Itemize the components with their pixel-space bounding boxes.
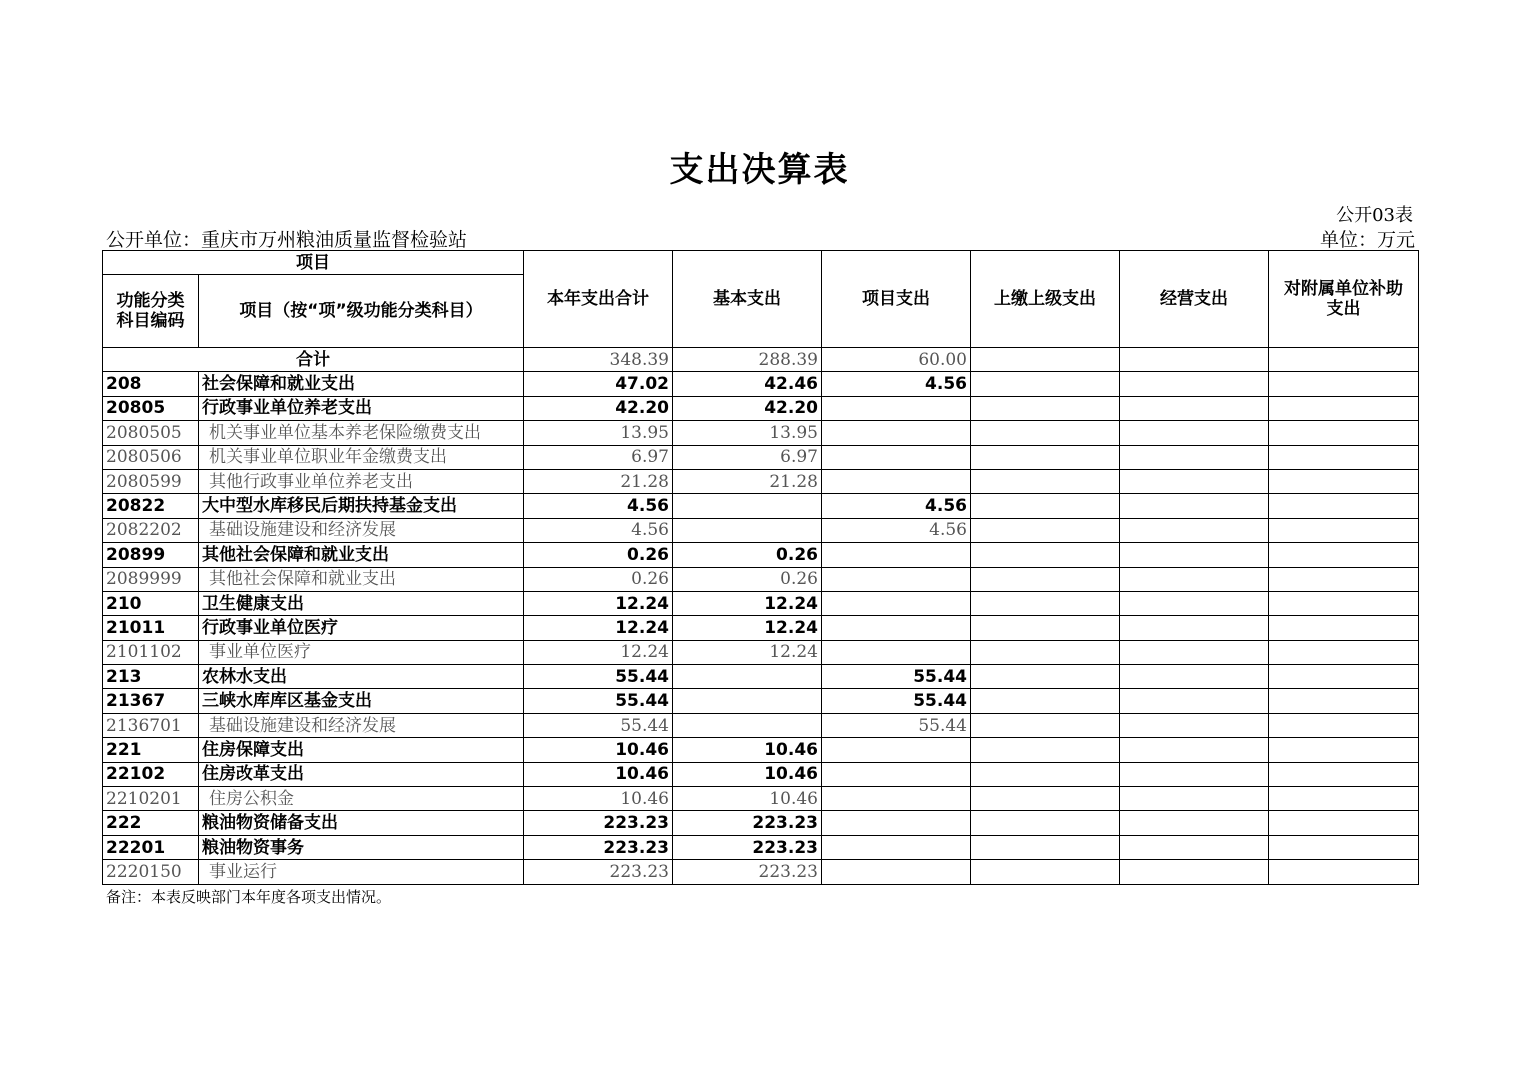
table-row: [103, 640, 1419, 664]
total-cell: 55.44: [524, 713, 673, 737]
subsidiary-cell: [1269, 713, 1419, 737]
subsidiary-cell: [1269, 835, 1419, 859]
reporting-unit: 公开单位：重庆市万州粮油质量监督检验站: [106, 229, 468, 251]
code-cell: 2080506: [103, 445, 199, 469]
basic-cell: 6.97: [673, 445, 822, 469]
code-cell: 2089999: [103, 567, 199, 591]
header-upper: 上缴上级支出: [971, 251, 1120, 348]
total-cell: 21.28: [524, 469, 673, 493]
code-cell: 210: [103, 591, 199, 615]
table-row: [103, 738, 1419, 762]
project-cell: [822, 640, 971, 664]
code-cell: 21367: [103, 689, 199, 713]
business-cell: [1120, 421, 1269, 445]
total-cell: 10.46: [524, 762, 673, 786]
total-total: 348.39: [524, 348, 673, 372]
project-cell: [822, 543, 971, 567]
project-cell: [822, 469, 971, 493]
subsidiary-cell: [1269, 738, 1419, 762]
code-cell: 213: [103, 665, 199, 689]
basic-cell: 12.24: [673, 616, 822, 640]
business-cell: [1120, 543, 1269, 567]
total-upper: [971, 348, 1120, 372]
basic-cell: 10.46: [673, 762, 822, 786]
total-cell: 4.56: [524, 494, 673, 518]
name-cell: 基础设施建设和经济发展: [199, 518, 524, 542]
subsidiary-cell: [1269, 616, 1419, 640]
total-cell: 47.02: [524, 372, 673, 396]
name-cell: 社会保障和就业支出: [199, 372, 524, 396]
project-cell: [822, 835, 971, 859]
form-number: 公开03表: [1336, 205, 1413, 226]
subsidiary-cell: [1269, 811, 1419, 835]
subsidiary-cell: [1269, 860, 1419, 884]
name-cell: 事业运行: [199, 860, 524, 884]
project-cell: [822, 421, 971, 445]
code-cell: 20822: [103, 494, 199, 518]
subsidiary-cell: [1269, 665, 1419, 689]
upper-cell: [971, 762, 1120, 786]
table-row: [103, 396, 1419, 420]
code-cell: 222: [103, 811, 199, 835]
business-cell: [1120, 762, 1269, 786]
table-row: [103, 494, 1419, 518]
code-cell: 2080599: [103, 469, 199, 493]
header-business: 经营支出: [1120, 251, 1269, 348]
basic-cell: [673, 665, 822, 689]
name-cell: 机关事业单位职业年金缴费支出: [199, 445, 524, 469]
table-row: [103, 787, 1419, 811]
basic-cell: 10.46: [673, 787, 822, 811]
name-cell: 三峡水库库区基金支出: [199, 689, 524, 713]
table-row: [103, 713, 1419, 737]
subsidiary-cell: [1269, 421, 1419, 445]
basic-cell: 13.95: [673, 421, 822, 445]
subsidiary-cell: [1269, 494, 1419, 518]
business-cell: [1120, 787, 1269, 811]
project-cell: [822, 445, 971, 469]
total-cell: 0.26: [524, 567, 673, 591]
upper-cell: [971, 494, 1120, 518]
code-cell: 221: [103, 738, 199, 762]
basic-cell: 223.23: [673, 835, 822, 859]
basic-cell: [673, 494, 822, 518]
total-cell: 13.95: [524, 421, 673, 445]
business-cell: [1120, 835, 1269, 859]
table-row: [103, 665, 1419, 689]
code-cell: 208: [103, 372, 199, 396]
table-row: [103, 469, 1419, 493]
business-cell: [1120, 640, 1269, 664]
subsidiary-cell: [1269, 640, 1419, 664]
project-cell: 4.56: [822, 494, 971, 518]
name-cell: 其他社会保障和就业支出: [199, 567, 524, 591]
header-total: 本年支出合计: [524, 251, 673, 348]
table-row: [103, 421, 1419, 445]
code-cell: 20899: [103, 543, 199, 567]
upper-cell: [971, 713, 1120, 737]
project-cell: 4.56: [822, 518, 971, 542]
subsidiary-cell: [1269, 396, 1419, 420]
basic-cell: 42.20: [673, 396, 822, 420]
upper-cell: [971, 835, 1120, 859]
subsidiary-cell: [1269, 372, 1419, 396]
business-cell: [1120, 518, 1269, 542]
table-row: [103, 445, 1419, 469]
upper-cell: [971, 665, 1120, 689]
basic-cell: 42.46: [673, 372, 822, 396]
basic-cell: [673, 518, 822, 542]
code-cell: 2101102: [103, 640, 199, 664]
table-row: [103, 616, 1419, 640]
business-cell: [1120, 713, 1269, 737]
total-row: [103, 348, 1419, 372]
upper-cell: [971, 372, 1120, 396]
total-basic: 288.39: [673, 348, 822, 372]
total-label: 合计: [103, 348, 524, 372]
project-cell: [822, 567, 971, 591]
subsidiary-cell: [1269, 469, 1419, 493]
name-cell: 其他社会保障和就业支出: [199, 543, 524, 567]
header-name: 项目（按“项”级功能分类科目）: [199, 275, 524, 348]
name-cell: 基础设施建设和经济发展: [199, 713, 524, 737]
total-cell: 223.23: [524, 811, 673, 835]
business-cell: [1120, 567, 1269, 591]
project-cell: 55.44: [822, 665, 971, 689]
name-cell: 粮油物资事务: [199, 835, 524, 859]
total-cell: 12.24: [524, 616, 673, 640]
name-cell: 农林水支出: [199, 665, 524, 689]
name-cell: 大中型水库移民后期扶持基金支出: [199, 494, 524, 518]
header-basic: 基本支出: [673, 251, 822, 348]
subsidiary-cell: [1269, 787, 1419, 811]
table-row: [103, 518, 1419, 542]
project-cell: [822, 860, 971, 884]
code-cell: 2220150: [103, 860, 199, 884]
upper-cell: [971, 445, 1120, 469]
project-cell: 4.56: [822, 372, 971, 396]
upper-cell: [971, 518, 1120, 542]
code-cell: 2082202: [103, 518, 199, 542]
project-cell: [822, 787, 971, 811]
code-cell: 2210201: [103, 787, 199, 811]
subsidiary-cell: [1269, 762, 1419, 786]
header-project: 项目支出: [822, 251, 971, 348]
business-cell: [1120, 738, 1269, 762]
upper-cell: [971, 640, 1120, 664]
business-cell: [1120, 689, 1269, 713]
table-row: [103, 811, 1419, 835]
business-cell: [1120, 469, 1269, 493]
total-cell: 10.46: [524, 787, 673, 811]
upper-cell: [971, 421, 1120, 445]
subsidiary-cell: [1269, 543, 1419, 567]
name-cell: 住房公积金: [199, 787, 524, 811]
total-cell: 6.97: [524, 445, 673, 469]
upper-cell: [971, 787, 1120, 811]
code-cell: 22201: [103, 835, 199, 859]
table-row: [103, 835, 1419, 859]
total-subsidiary: [1269, 348, 1419, 372]
upper-cell: [971, 396, 1120, 420]
subsidiary-cell: [1269, 689, 1419, 713]
total-cell: 55.44: [524, 689, 673, 713]
page-title: 支出决算表: [669, 150, 850, 190]
business-cell: [1120, 665, 1269, 689]
total-cell: 223.23: [524, 835, 673, 859]
business-cell: [1120, 445, 1269, 469]
code-cell: 2080505: [103, 421, 199, 445]
basic-cell: 0.26: [673, 543, 822, 567]
basic-cell: [673, 713, 822, 737]
upper-cell: [971, 860, 1120, 884]
footnote: 备注：本表反映部门本年度各项支出情况。: [106, 888, 392, 906]
total-cell: 0.26: [524, 543, 673, 567]
name-cell: 粮油物资储备支出: [199, 811, 524, 835]
subsidiary-cell: [1269, 567, 1419, 591]
project-cell: [822, 396, 971, 420]
code-cell: 20805: [103, 396, 199, 420]
business-cell: [1120, 494, 1269, 518]
project-cell: [822, 738, 971, 762]
total-project: 60.00: [822, 348, 971, 372]
project-cell: 55.44: [822, 689, 971, 713]
name-cell: 住房保障支出: [199, 738, 524, 762]
header-subsidiary: 对附属单位补助支出: [1269, 251, 1419, 348]
name-cell: 机关事业单位基本养老保险缴费支出: [199, 421, 524, 445]
table-row: [103, 591, 1419, 615]
subsidiary-cell: [1269, 518, 1419, 542]
basic-cell: 223.23: [673, 860, 822, 884]
header-code: 功能分类科目编码: [103, 275, 199, 348]
table-row: [103, 860, 1419, 884]
total-cell: 223.23: [524, 860, 673, 884]
basic-cell: 0.26: [673, 567, 822, 591]
total-business: [1120, 348, 1269, 372]
code-cell: 21011: [103, 616, 199, 640]
business-cell: [1120, 372, 1269, 396]
basic-cell: 223.23: [673, 811, 822, 835]
basic-cell: 12.24: [673, 640, 822, 664]
name-cell: 卫生健康支出: [199, 591, 524, 615]
business-cell: [1120, 811, 1269, 835]
table-row: [103, 689, 1419, 713]
project-cell: [822, 811, 971, 835]
upper-cell: [971, 591, 1120, 615]
business-cell: [1120, 616, 1269, 640]
business-cell: [1120, 591, 1269, 615]
table-row: [103, 543, 1419, 567]
header-project-group: 项目: [103, 251, 524, 275]
upper-cell: [971, 811, 1120, 835]
code-cell: 2136701: [103, 713, 199, 737]
project-cell: 55.44: [822, 713, 971, 737]
code-cell: 22102: [103, 762, 199, 786]
subsidiary-cell: [1269, 591, 1419, 615]
name-cell: 其他行政事业单位养老支出: [199, 469, 524, 493]
total-cell: 10.46: [524, 738, 673, 762]
basic-cell: 21.28: [673, 469, 822, 493]
business-cell: [1120, 860, 1269, 884]
expenditure-table: [102, 250, 1419, 885]
name-cell: 事业单位医疗: [199, 640, 524, 664]
subsidiary-cell: [1269, 445, 1419, 469]
project-cell: [822, 762, 971, 786]
upper-cell: [971, 689, 1120, 713]
name-cell: 住房改革支出: [199, 762, 524, 786]
table-row: [103, 567, 1419, 591]
name-cell: 行政事业单位医疗: [199, 616, 524, 640]
basic-cell: 10.46: [673, 738, 822, 762]
basic-cell: [673, 689, 822, 713]
total-cell: 12.24: [524, 640, 673, 664]
business-cell: [1120, 396, 1269, 420]
project-cell: [822, 591, 971, 615]
total-cell: 12.24: [524, 591, 673, 615]
project-cell: [822, 616, 971, 640]
total-cell: 42.20: [524, 396, 673, 420]
upper-cell: [971, 543, 1120, 567]
table-row: [103, 762, 1419, 786]
table-row: [103, 372, 1419, 396]
name-cell: 行政事业单位养老支出: [199, 396, 524, 420]
upper-cell: [971, 738, 1120, 762]
currency-unit: 单位：万元: [1319, 229, 1415, 251]
basic-cell: 12.24: [673, 591, 822, 615]
total-cell: 55.44: [524, 665, 673, 689]
total-cell: 4.56: [524, 518, 673, 542]
upper-cell: [971, 616, 1120, 640]
upper-cell: [971, 567, 1120, 591]
upper-cell: [971, 469, 1120, 493]
